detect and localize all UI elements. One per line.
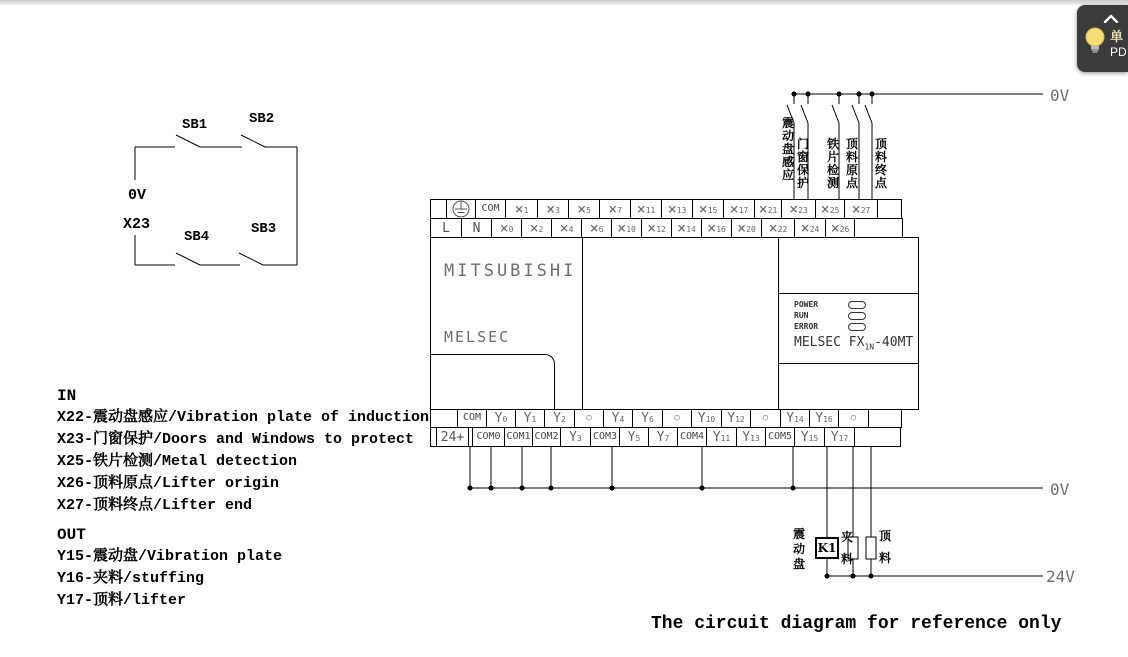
terminal-COM2: COM2 (532, 427, 561, 447)
terminal-X26: × 26 (825, 218, 855, 238)
terminal-blank (430, 199, 447, 219)
terminal-Y3: Y 3 (560, 427, 591, 447)
output-load-label: 夹料 (840, 530, 853, 566)
terminal-COM5: COM5 (765, 427, 795, 447)
legend-in-item: X23-门窗保护/Doors and Windows to protect (57, 431, 415, 448)
terminal-X20: × 20 (731, 218, 762, 238)
terminal-24+: 24+ (436, 427, 469, 447)
led-row-run: RUN (794, 310, 914, 321)
terminal-spare (662, 408, 692, 428)
terminal-Y1: Y 1 (515, 408, 545, 428)
terminal-COM0: COM0 (472, 427, 505, 447)
right-panel-divider-bottom (779, 363, 918, 364)
plc-output-terminal-row-upper (430, 408, 902, 428)
terminal-blank (430, 408, 458, 428)
input-channel-label: 铁片检测 (826, 137, 839, 190)
terminal-X10: × 10 (611, 218, 642, 238)
plc-input-terminal-row-upper (430, 199, 902, 219)
plc-input-terminal-row-lower (430, 218, 903, 238)
terminal-X25: × 25 (815, 199, 845, 219)
terminal-X11: × 11 (630, 199, 662, 219)
terminal-X16: × 16 (701, 218, 732, 238)
body-rounded-box (431, 354, 555, 410)
terminal-Y15: Y 15 (794, 427, 825, 447)
legend-out-item: Y16-夹料/stuffing (57, 570, 205, 587)
body-divider (582, 238, 583, 409)
terminal-GND (446, 199, 476, 219)
legend-in-item: X22-震动盘感应/Vibration plate of induction (57, 409, 430, 426)
ground-icon (451, 199, 471, 219)
terminal-COM: COM (457, 408, 487, 428)
top-0v-rail-label: 0V (1050, 86, 1070, 105)
input-channel-label: 门窗保护 (796, 137, 809, 190)
terminal-Y16: Y 16 (809, 408, 839, 428)
terminal-X7: × 7 (599, 199, 631, 219)
terminal-Y6: Y 6 (632, 408, 663, 428)
help-panel-text-line2: PD (1110, 45, 1127, 59)
terminal-blank (854, 218, 903, 238)
input-channel-label: 顶料原点 (845, 137, 858, 190)
sb3-label: SB3 (251, 221, 277, 237)
plc-output-terminal-row-lower (430, 427, 901, 447)
output-load-label: 震动盘 (792, 527, 805, 571)
terminal-Y17: Y 17 (824, 427, 855, 447)
blank-terminal-dot: ○ (586, 412, 592, 423)
model-subscript: 1N (864, 342, 875, 352)
legend-in-list (57, 407, 429, 517)
terminal-X2: × 2 (521, 218, 552, 238)
output-load-label: 顶料 (878, 529, 891, 565)
blank-terminal-dot: ○ (762, 412, 769, 423)
legend-out-title: OUT (57, 526, 86, 544)
blank-terminal-dot: ○ (674, 412, 680, 423)
model-prefix: MELSEC FX (794, 335, 865, 350)
terminal-X13: × 13 (661, 199, 693, 219)
lightbulb-icon (1084, 25, 1106, 59)
terminal-blank (854, 427, 901, 447)
output-24v-wires (825, 447, 1044, 579)
terminal-X0: × 0 (491, 218, 522, 238)
plc-brand: MITSUBISHI (444, 261, 577, 281)
terminal-X24: × 24 (794, 218, 826, 238)
sb1-label: SB1 (182, 117, 208, 133)
24v-rail-label: 24V (1046, 567, 1075, 586)
led-indicators (794, 299, 914, 332)
terminal-spare (838, 408, 869, 428)
legend-out-list (57, 546, 282, 612)
plc-model-label (794, 335, 913, 352)
terminal-X17: × 17 (723, 199, 755, 219)
terminal-spare (750, 408, 781, 428)
chevron-up-icon[interactable] (1103, 14, 1119, 23)
legend-out-item: Y15-震动盘/Vibration plate (57, 548, 283, 565)
input-channel-label: 震动盘感应 (781, 116, 794, 182)
plc-series: MELSEC (444, 328, 511, 346)
k1-relay-box: K1 (815, 537, 839, 559)
terminal-N: N (461, 218, 492, 238)
reference-caption: The circuit diagram for reference only (651, 614, 1062, 634)
legend-in-item: X27-顶料终点/Lifter end (57, 497, 253, 514)
legend-in-item: X26-顶料原点/Lifter origin (57, 475, 280, 492)
legend-in-item: X25-铁片检测/Metal detection (57, 453, 298, 470)
terminal-X21: × 21 (754, 199, 782, 219)
terminal-X27: × 27 (844, 199, 878, 219)
terminal-Y2: Y 2 (544, 408, 575, 428)
help-panel-text-line1: 单 (1110, 29, 1124, 44)
terminal-COM3: COM3 (590, 427, 620, 447)
terminal-spare (574, 408, 604, 428)
terminal-L: L (430, 218, 462, 238)
plc-body (430, 237, 919, 410)
terminal-Y0: Y 0 (486, 408, 516, 428)
terminal-X23: × 23 (781, 199, 816, 219)
legend-out-item: Y17-顶料/lifter (57, 592, 187, 609)
led-oval-icon (848, 301, 866, 309)
led-row-error: ERROR (794, 321, 914, 332)
output-0v-wires (468, 447, 1044, 491)
terminal-COM4: COM4 (677, 427, 707, 447)
sb2-label: SB2 (249, 111, 275, 127)
terminal-Y7: Y 7 (648, 427, 678, 447)
terminal-X5: × 5 (568, 199, 600, 219)
left-0v-label: 0V (128, 187, 147, 204)
terminal-Y13: Y 13 (736, 427, 766, 447)
terminal-X15: × 15 (692, 199, 724, 219)
terminal-COM1: COM1 (504, 427, 533, 447)
terminal-Y11: Y 11 (706, 427, 737, 447)
led-oval-icon (848, 323, 866, 331)
terminal-X22: × 22 (761, 218, 795, 238)
terminal-blank (877, 199, 902, 219)
input-channel-label: 顶料终点 (874, 137, 887, 190)
terminal-Y4: Y 4 (603, 408, 633, 428)
terminal-X4: × 4 (551, 218, 582, 238)
sb4-label: SB4 (184, 229, 210, 245)
blank-terminal-dot: ○ (850, 412, 857, 423)
led-oval-icon (848, 312, 866, 320)
plc-right-panel (778, 238, 918, 409)
terminal-COM: COM (475, 199, 506, 219)
x23-terminal-label: X23 (123, 216, 151, 233)
terminal-blank (868, 408, 902, 428)
legend-in-title: IN (57, 387, 77, 405)
right-panel-divider-top (779, 293, 918, 294)
terminal-X12: × 12 (641, 218, 672, 238)
terminal-Y14: Y 14 (780, 408, 810, 428)
terminal-X6: × 6 (581, 218, 612, 238)
sb-loop-wires (135, 135, 297, 265)
terminal-X14: × 14 (671, 218, 702, 238)
terminal-X3: × 3 (537, 199, 569, 219)
model-suffix: -40MT (874, 335, 914, 350)
terminal-Y12: Y 12 (721, 408, 751, 428)
led-row-power: POWER (794, 299, 914, 310)
terminal-Y10: Y 10 (691, 408, 722, 428)
bottom-0v-rail-label: 0V (1050, 480, 1070, 499)
terminal-X1: × 1 (505, 199, 538, 219)
terminal-Y5: Y 5 (619, 427, 649, 447)
viewer-help-panel[interactable] (1077, 5, 1128, 72)
